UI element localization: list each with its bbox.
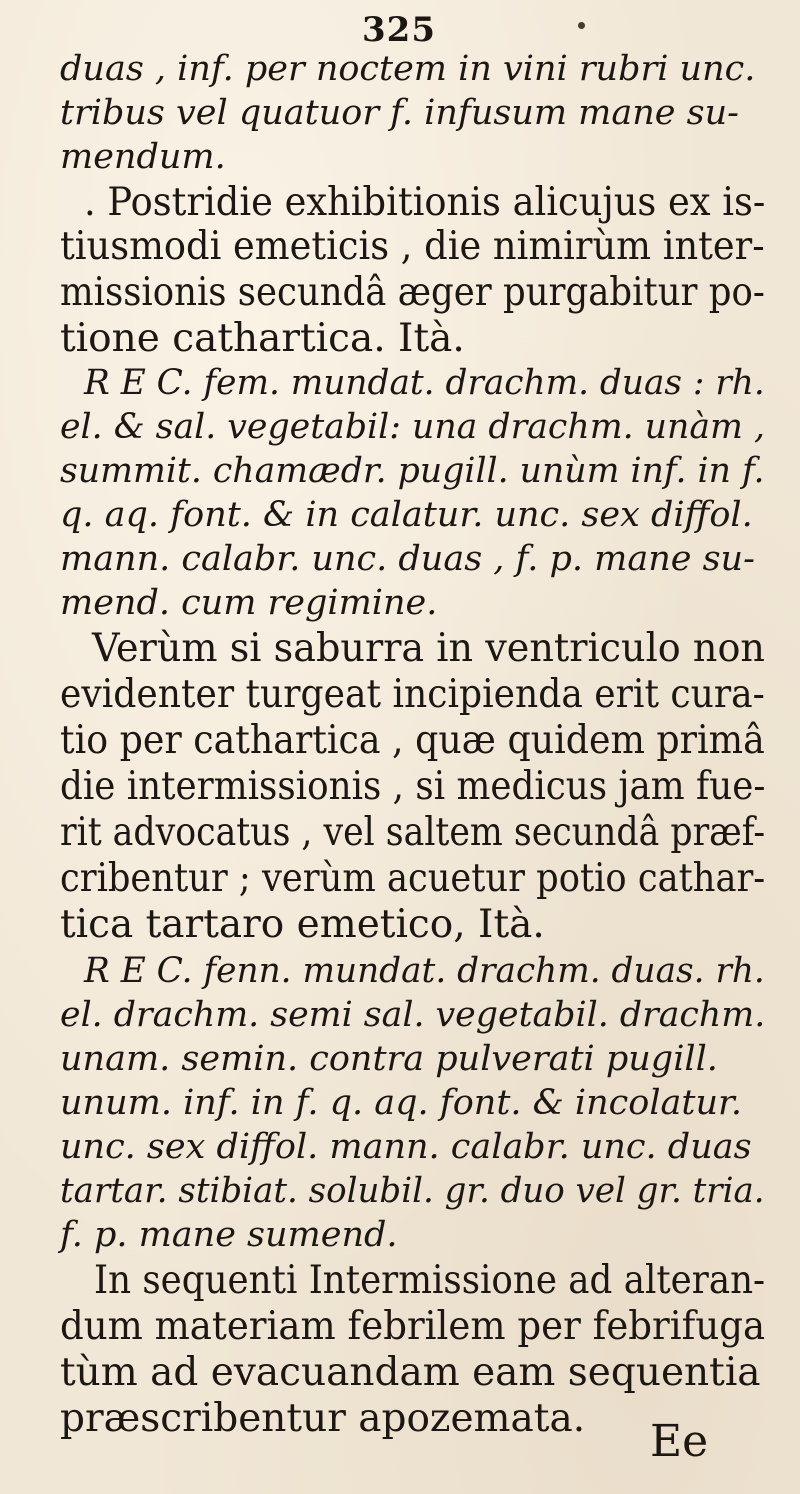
text-line: unum. inf. in f. q. aq. font. & incolatur. xyxy=(60,1083,743,1123)
text-line: summit. chamædr. pugill. unùm inf. in f. xyxy=(60,451,765,491)
text-line: præscribentur apozemata. xyxy=(60,1396,586,1441)
text-line: tica tartaro emetico, Ità. xyxy=(60,902,545,947)
ink-mark xyxy=(578,22,585,29)
text-line: mend. cum regimine. xyxy=(60,583,438,623)
text-line: unc. sex diffol. mann. calabr. unc. duas xyxy=(60,1127,752,1167)
text-line: el. & sal. vegetabil: una drachm. unàm , xyxy=(60,407,766,447)
text-line: el. drachm. semi sal. vegetabil. drachm. xyxy=(60,995,766,1035)
text-line: dum materiam febrilem per febrifuga xyxy=(60,1304,766,1349)
text-line: tartar. stibiat. solubil. gr. duo vel gr. tria. xyxy=(60,1171,765,1211)
text-line: f. p. mane sumend. xyxy=(60,1215,398,1255)
text-line: Verùm si saburra in ventriculo non xyxy=(92,626,766,671)
text-line: tribus vel quatuor f. infusum mane su- xyxy=(60,93,739,133)
text-line: mendum. xyxy=(60,137,226,177)
text-line: tùm ad evacuandam eam sequentia xyxy=(60,1350,761,1395)
text-line: mann. calabr. unc. duas , f. p. mane su- xyxy=(60,539,755,579)
text-line: tio per cathartica , quæ quidem primâ xyxy=(60,718,765,763)
text-line: tione cathartica. Ità. xyxy=(60,316,465,361)
text-line: die intermissionis , si medicus jam fue- xyxy=(60,764,766,809)
text-line: R E C. fem. mundat. drachm. duas : rh. xyxy=(84,363,765,403)
text-line: missionis secundâ æger purgabitur po- xyxy=(60,270,765,315)
text-line: tiusmodi emeticis , die nimirùm inter- xyxy=(60,224,765,269)
text-line: cribentur ; verùm acuetur potio cathar- xyxy=(60,856,766,901)
text-line: q. aq. font. & in calatur. unc. sex diffol. xyxy=(60,495,753,535)
text-line: R E C. fenn. mundat. drachm. duas. rh. xyxy=(84,951,765,991)
text-line: duas , inf. per noctem in vini rubri unc. xyxy=(60,49,756,89)
page-number: 325 xyxy=(362,10,436,50)
catchword: Ee xyxy=(650,1416,709,1467)
text-line: unam. semin. contra pulverati pugill. xyxy=(60,1039,718,1079)
text-line: In sequenti Intermissione ad alteran- xyxy=(94,1258,766,1303)
text-line: . Postridie exhibitionis alicujus ex is- xyxy=(84,180,766,225)
text-line: evidenter turgeat incipienda erit cura- xyxy=(60,672,765,717)
text-line: rit advocatus , vel saltem secundâ præf- xyxy=(60,810,766,855)
